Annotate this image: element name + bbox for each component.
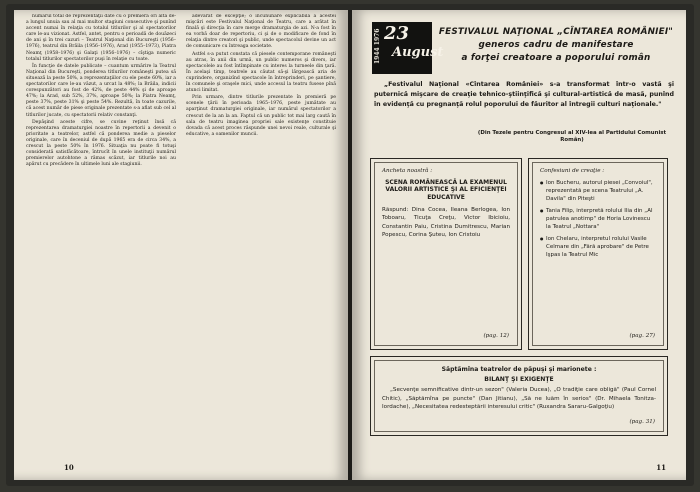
right-page [352,10,686,480]
confessions-list [540,179,656,259]
puppets-title-1: Săptămîna teatrelor de păpuşi şi marionete : [441,366,597,373]
page-number-right: 11 [656,463,666,472]
puppets-box [370,356,668,436]
left-columns [26,14,336,459]
survey-box-inner [374,162,518,346]
paragraph: Prin urmare, dintre titlurile prezentate în premieră pe scenele ţării în perioada 1965–1976, peste jumătate au aparţinut dramaturgiei originale, iar numărul spectatorilor a crescut de la an la an. Faptul că un public tot mai larg caută în sala de teatru imaginea propriei sale existenţe constituie dovada că acest proces răspunde unei nevoi reale, culturale şi educative, a oamenilor muncii. [186,95,336,137]
quote-source: (Din Tezele pentru Congresul al XIV-lea al Partidului Comunist Român) [477,130,667,143]
left-column-2 [186,14,336,459]
left-column-1 [26,14,176,459]
page-number-left: 10 [64,463,74,472]
confessions-page-ref: (pag. 27) [629,333,655,339]
puppets-text: „Secvenţe semnificative dintr-un sezon" (Valeria Ducea), „O tradiţie care obligă" (Paul Cornel Chitic), „Săptămîna pe puncte" (Dan Jitianu), „Să ne luăm în serios" (Dr. Mihaela Tonitza-Iordache), „Necesitatea redesteptării interesului critic" (Ruxandra Sararu-Galgoţiu) [382,387,656,411]
confessions-box-inner [532,162,664,346]
confessions-label: Confesiuni de creaţie : [540,168,605,174]
festival-quote: „Festivalul Naţional «Cîntarea României» s-a transformat într-o vastă şi puternică mişcare de creaţie tehnico-ştiinţifică şi cultural-artistică de masă, punînd în evidenţă cu pregnanţă rolul poporului de făuritor al întregii culturi naţionale." [374,81,674,109]
anniversary-banner [372,22,444,74]
list-item: ● Ion Bucheru, autorul piesei „Convoiul", reprezentată pe scena Teatrului „A. Davila" din Piteşti [540,179,656,203]
page-headline [434,26,678,65]
left-page [14,10,348,480]
paragraph: În funcţie de datele publicate – cuantum urmărire la Teatrul Naţional din Bucureşti, ponderea titlurilor româneşti putea să situează la peste 50%, a reprezentaţiilor cu ele peste 60%, iar a spectatorilor care le-au văzut, a urcat la 48%; la Brăila, indicii corespunzători au fost de 42%, de peste 44% şi de aproape 47%; la Arad, sub 52%, 37%, aproape 50%; la Piatra Neamţ, peste 37%, peste 31% şi peste 54%. Rezultă, în toate cazurile, că acest număr de piese originale prezentate s-a aflat sub cel al titlurilor jucate, cu spectatorii relativ constanţi. [26,63,176,118]
confessions-box [528,158,668,350]
banner-number: 23 [384,23,410,44]
paragraph: Depăşind aceste cifre, se cuvine reţinut însă că reprezentarea dramaturgiei noastre în repertorii a devenit o prioritate a teatrelor, astfel că ponderea medie a pieselor originale, care în deceniul de după 1965 era de circa 34%, a crescut la peste 50% în 1976. Situaţia nu poate fi totuşi considerată satisfăcătoare, întrucît în unele instituţii numărul premierelor autohtone a rămas scăzut, iar titlurile noi au apărut cu precădere în ultimele luni ale stagiunii. [26,119,176,168]
survey-title: SCENA ROMÂNEASCĂ LA EXAMENUL VALORII ARTISTICE ŞI AL EFICIENŢEI EDUCATIVE [385,179,507,201]
paragraph: adevărat de excepţie; o încununare explicabilă a acestei mişcări este Festivalul Naţional de Teatru, care a arătat în finală şi direcţia în care merge dramaturgia de azi. N-a fost în ea vorbă doar de repertoriu, ci şi de o modificare de fond în relaţia dintre creatori şi public, unde spectacolul devine un act de comunicare cu întreaga societate. [186,14,336,50]
paragraph: Astfel s-a putut constata că piesele contemporane româneşti au atras, în anii din urmă, un public numeros şi divers, iar spectacolele au fost întîmpinate cu interes la turneele din ţară. În acelaşi timp, teatrele au căutat să-şi lărgească aria de cuprindere, organizînd spectacole în întreprinderi, pe şantiere, în comunele şi oraşele mici, unde accesul la teatru fusese pînă atunci limitat. [186,51,336,94]
banner-years: 1944 1976 [374,28,381,64]
survey-respondents: Răspund: Dina Cocea, Ileana Berlogea, Ion Toboaru, Ticuţa Creţu, Victor Ibicioiu, Constantin Paiu, Cristina Dumitrescu, Marian Popescu, Corina Şuteu, Ion Cristoiu [382,206,510,239]
headline-line-2: generos cadru de manifestare [478,40,634,50]
paragraph: numărul total de reprezentaţii date cu o premieră ori alta de-a lungul unuia sau al mai multor stagiuni consecutive şi punînd accent numai în relaţia cu totalul titlurilor şi al spectatorilor care le-au vizionat. Astfel, antet, pentru o perioadă de douăzeci de ani şi în trei cazuri – Teatrul Naţional din Bucureşti (1956–1976), teatrul din Brăila (1956–1976), Arad (1955–1973), Piatra Neamţ (1958–1976) şi Galaţi (1956–1976) – cîştiga numeric totalul titlurilor spectatorilor puşi în relaţie cu toate. [26,14,176,62]
banner-word: August [392,45,444,60]
headline-line-3: a forţei creatoare a poporului român [461,53,651,63]
puppets-title-2: BILANŢ ŞI EXIGENŢE [484,376,554,384]
list-item: ● Ion Chelaru, interpretul rolului Vasile Celmare din „Fără aprobare" de Petre Işpas la Teatrul Mic [540,235,656,259]
survey-page-ref: (pag. 12) [483,333,509,339]
puppets-box-inner [374,360,664,432]
list-item: ● Tania Filip, interpretă rolului Ilia din „Al patrulea anotimp" de Horia Lovinescu la Teatrul „Nottara" [540,207,656,231]
headline-line-1: FESTIVALUL NAŢIONAL „CÎNTAREA ROMÂNIEI" [438,27,674,37]
survey-box [370,158,522,350]
puppets-page-ref: (pag. 31) [629,419,655,425]
survey-label: Ancheta noastră : [382,168,433,174]
book-spread [6,4,694,486]
